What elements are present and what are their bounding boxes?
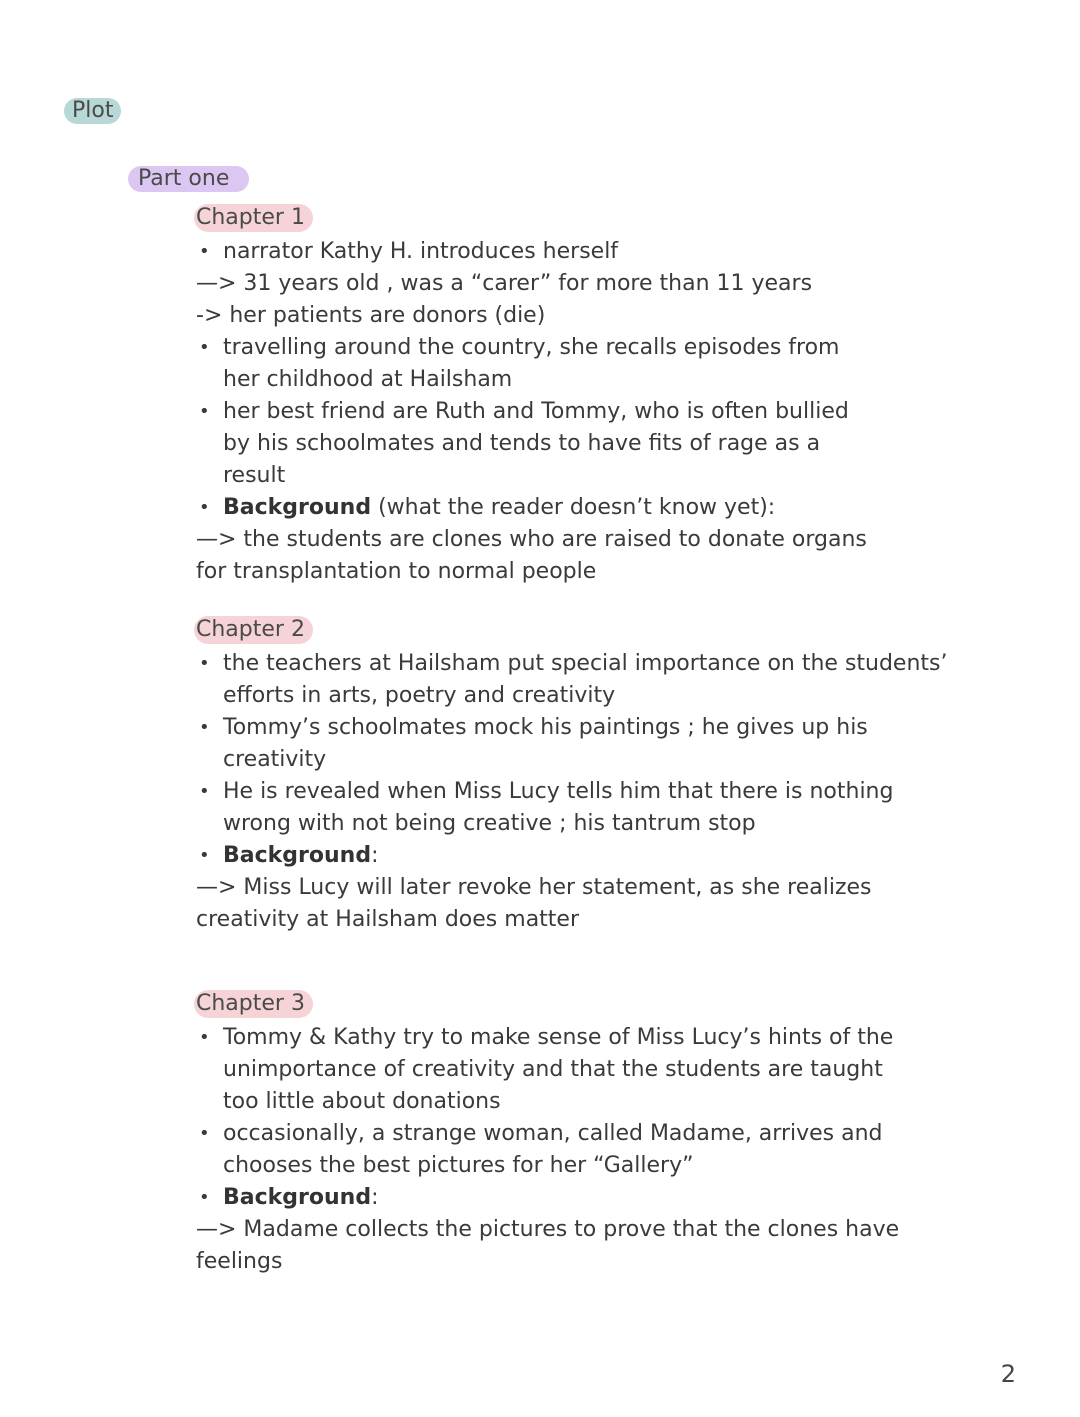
chapter-1-section: [196, 204, 1016, 588]
background-label: Background: [223, 495, 372, 520]
list-item: [196, 332, 1016, 396]
chapter-1-title: Chapter 1: [194, 204, 313, 232]
bullet-icon: •: [199, 653, 210, 674]
background-label: Background: [223, 843, 372, 868]
list-item: [196, 1022, 1016, 1118]
list-item: [196, 1118, 1016, 1182]
list-item-text: narrator Kathy H. introduces herself: [223, 239, 619, 264]
list-item-text: Tommy’s schoolmates mock his paintings ; he gives up his creativity: [223, 715, 868, 772]
list-item-text: the teachers at Hailsham put special importance on the students’ efforts in arts, poetry and creativity: [223, 651, 948, 708]
plot-heading: Plot: [64, 98, 121, 124]
list-item-text: Tommy & Kathy try to make sense of Miss Lucy’s hints of the unimportance of creativity and that the students are taught too little about donations: [223, 1025, 894, 1114]
bullet-icon: •: [199, 337, 210, 358]
background-note: (what the reader doesn’t know yet):: [371, 495, 776, 520]
chapter-2-title: Chapter 2: [194, 616, 313, 644]
list-item: [196, 236, 1016, 268]
bullet-icon: •: [199, 401, 210, 422]
arrow-line: —> the students are clones who are raised to donate organs: [196, 527, 867, 552]
chapter-3-title: Chapter 3: [194, 990, 313, 1018]
chapter-2-section: [196, 616, 1016, 936]
arrow-line: -> her patients are donors (die): [196, 303, 546, 328]
text-line: feelings: [196, 1249, 283, 1274]
text-line: creativity at Hailsham does matter: [196, 907, 580, 932]
bullet-icon: •: [199, 497, 210, 518]
bullet-icon: •: [199, 241, 210, 262]
arrow-line: —> Miss Lucy will later revoke her statement, as she realizes: [196, 875, 872, 900]
bullet-icon: •: [199, 1123, 210, 1144]
background-note: :: [371, 843, 379, 868]
bullet-icon: •: [199, 1027, 210, 1048]
page-number: 2: [1000, 1360, 1016, 1388]
background-item: [196, 1182, 1016, 1214]
list-item: [196, 648, 1016, 712]
bullet-icon: •: [199, 1187, 210, 1208]
background-item: [196, 840, 1016, 872]
text-line: for transplantation to normal people: [196, 559, 597, 584]
list-item-text: occasionally, a strange woman, called Madame, arrives and chooses the best pictures for her “Gallery”: [223, 1121, 883, 1178]
arrow-line: —> 31 years old , was a “carer” for more than 11 years: [196, 271, 813, 296]
bullet-icon: •: [199, 845, 210, 866]
list-item-text: He is revealed when Miss Lucy tells him that there is nothing wrong with not being creative ; his tantrum stop: [223, 779, 894, 836]
arrow-line: —> Madame collects the pictures to prove that the clones have: [196, 1217, 900, 1242]
bullet-icon: •: [199, 781, 210, 802]
background-note: :: [371, 1185, 379, 1210]
list-item: [196, 776, 1016, 840]
background-label: Background: [223, 1185, 372, 1210]
chapter-3-section: [196, 990, 1016, 1278]
part-one-heading: Part one: [128, 166, 249, 192]
list-item: [196, 396, 1016, 492]
list-item-text: travelling around the country, she recalls episodes from her childhood at Hailsham: [223, 335, 840, 392]
bullet-icon: •: [199, 717, 210, 738]
list-item-text: her best friend are Ruth and Tommy, who is often bullied by his schoolmates and tends to have fits of rage as a result: [223, 399, 849, 488]
background-item: [196, 492, 1016, 524]
list-item: [196, 712, 1016, 776]
